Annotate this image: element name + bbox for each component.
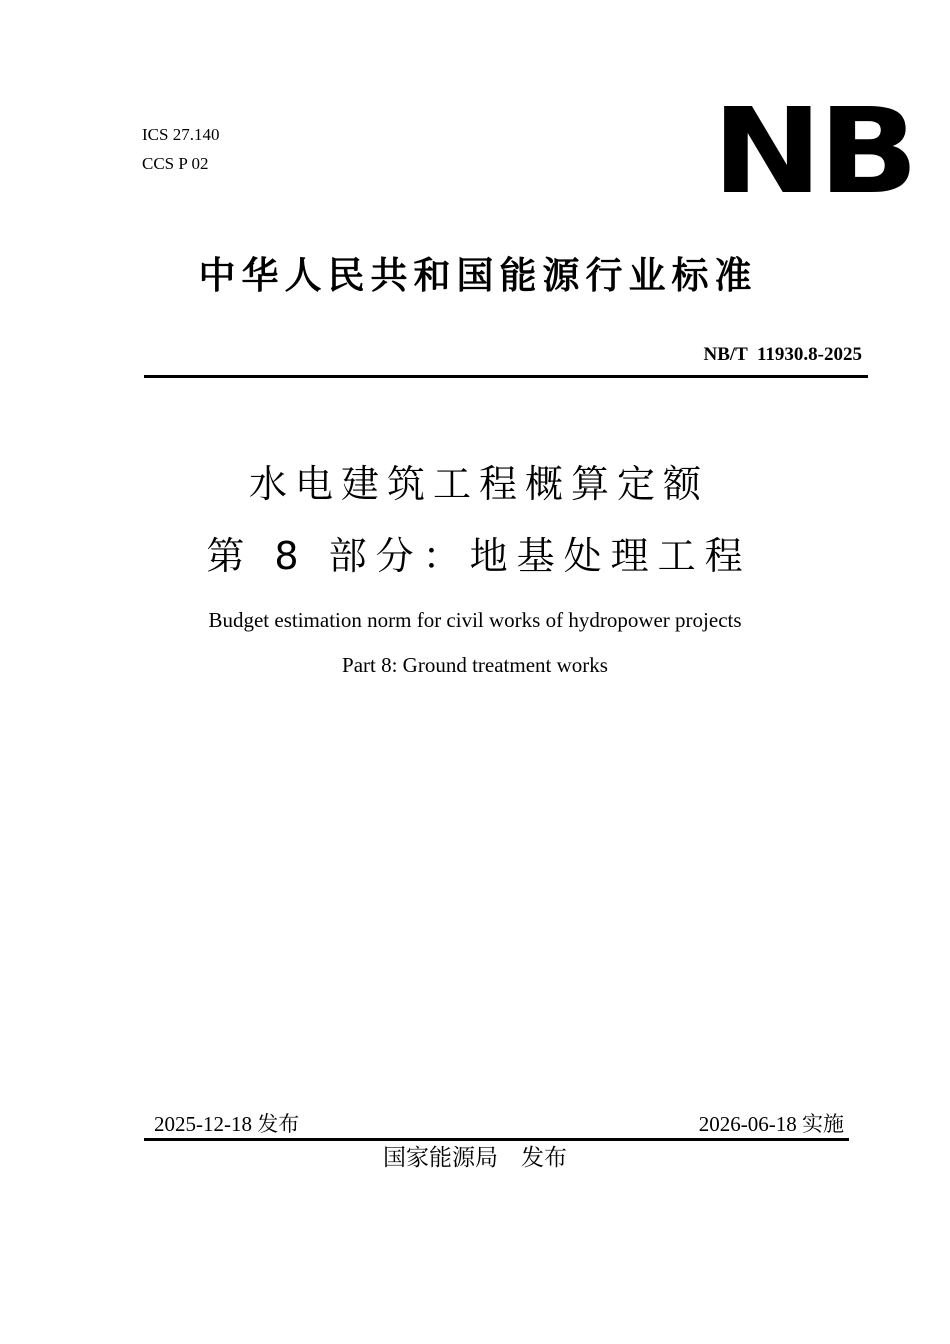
classification-codes [142, 120, 219, 178]
ccs-code: CCS P 02 [142, 154, 209, 173]
issue-date: 2025-12-18 发布 [154, 1112, 300, 1136]
title-english-line1: Budget estimation norm for civil works of hydropower projects [208, 608, 742, 632]
title-chinese-line1: 水电建筑工程概算定额 [248, 462, 709, 506]
publisher: 国家能源局 发布 [383, 1145, 567, 1171]
organization-title: 中华人民共和国能源行业标准 [198, 254, 758, 297]
title-english-line2: Part 8: Ground treatment works [342, 653, 608, 677]
nb-logo: NB [712, 82, 915, 220]
top-divider [144, 375, 868, 378]
standard-number: NB/T 11930.8-2025 [703, 344, 862, 365]
ics-code: ICS 27.140 [142, 125, 220, 144]
implementation-date: 2026-06-18 实施 [698, 1112, 844, 1136]
bottom-divider [144, 1138, 849, 1141]
title-chinese-line2: 第 8 部分：地基处理工程 [206, 534, 752, 578]
